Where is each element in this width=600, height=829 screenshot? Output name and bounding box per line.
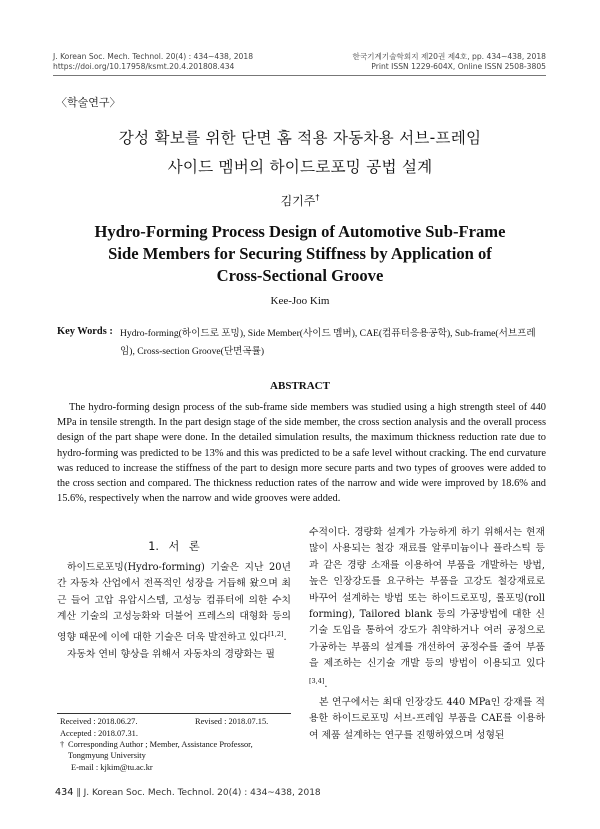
keywords-list: Hydro-forming(하이드로 포밍), Side Member(사이드 멤버), CAE(컴퓨터응용공학), Sub-frame(서브프레임), Cross-section Groove(단면곡률) bbox=[120, 328, 536, 357]
citation-ref-1-2[interactable]: [1,2] bbox=[268, 629, 284, 638]
english-title-line-1: Hydro-Forming Process Design of Automotive Sub-Frame bbox=[94, 222, 506, 241]
corresponding-author-mark: † bbox=[315, 193, 320, 202]
footnote-divider bbox=[57, 713, 291, 714]
corresponding-mark: † bbox=[60, 740, 65, 749]
intro-paragraph-2-continued bbox=[309, 525, 545, 693]
header-issn: Print ISSN 1229-604X, Online ISSN 2508-3805 bbox=[371, 62, 546, 71]
article-category: 〈학술연구〉 bbox=[56, 96, 121, 109]
corresponding-author-note bbox=[60, 739, 292, 762]
korean-title-line-1: 강성 확보를 위한 단면 홈 적용 자동차용 서브-프레임 bbox=[118, 129, 482, 147]
intro-paragraph-1-text: 하이드로포밍(Hydro-forming) 기술은 지난 20년간 자동차 산업에서 전폭적인 성장을 거듭해 왔으며 최근 들어 고압 유압시스템, 고성능 컴퓨터에 의한 수치 계산 기술의 고성능화와 더불어 프레스의 대형화 등의 영향 때문에 이에 대한 기술은 더욱 발전하고 있다 bbox=[57, 562, 291, 643]
journal-issn-header bbox=[353, 52, 546, 72]
accepted-date: Accepted : 2018.07.31. bbox=[60, 729, 138, 738]
korean-author-name: 김기주 bbox=[280, 194, 316, 208]
intro-paragraph-2: 자동차 연비 향상을 위해서 자동차의 경량화는 필 bbox=[67, 649, 275, 661]
keywords-label: Key Words : bbox=[57, 326, 113, 337]
footer-separator: ∥ bbox=[76, 788, 81, 798]
english-title-line-3: Cross-Sectional Groove bbox=[216, 266, 384, 285]
header-citation: J. Korean Soc. Mech. Technol. 20(4) : 434~438, 2018 bbox=[53, 52, 254, 61]
footer-citation: J. Korean Soc. Mech. Technol. 20(4) : 434~438, 2018 bbox=[83, 788, 321, 798]
abstract-body: The hydro-forming design process of the sub-frame side members was studied using a high strength steel of 440 MPa in tensile strength. In the part design stage of the side member, the cross section analysis and the overall process design of the part shape were done. In the detailed simulation results, the maximum thickness reduction rate due to hydro-forming was predicted to be 13% and this was predicted to be a safe level without cracking. The end curvature was reduced to increase the stiffness of the part to design more secure parts and two types of grooves were added to the cross section and compared. The thickness reduction rates of the narrow and wide were improved by 18.6% and 15.6%, respectively when the narrow and wide grooves were added. bbox=[57, 402, 546, 505]
korean-author bbox=[0, 192, 600, 209]
right-column bbox=[309, 525, 545, 744]
english-title-line-2: Side Members for Securing Stiffness by Application of bbox=[108, 244, 492, 263]
page-footer bbox=[55, 787, 321, 798]
abstract-heading: ABSTRACT bbox=[270, 380, 330, 392]
intro-paragraph-1-end: . bbox=[283, 631, 287, 643]
corresponding-author-text: Corresponding Author ; Member, Assistance Professor, Tongmyung University bbox=[68, 740, 253, 761]
intro-paragraph-1 bbox=[57, 560, 291, 646]
intro-paragraph-2-continued-text: 수적이다. 경량화 설계가 가능하게 하기 위해서는 현재 많이 사용되는 철강 재료를 알루미늄이나 플라스틱 등과 같은 경량 소재를 이용하여 부품을 개발하는 방법, 높은 인장강도를 요구하는 부품을 고강도 철강재료로 바꾸어 설계하는 방법 또는 하이드로포밍, 롤포밍(roll forming), Tailored blank 등의 가공방법에 대한 신기술 도입을 통하여 강도가 취약하거나 여러 공정으로 가공하는 부품의 설계를 개선하여 공정수를 줄여 부품을 제조하는 신기술 개발 등의 방법이 이용되고 있다 bbox=[309, 527, 545, 670]
korean-title-line-2: 사이드 멤버의 하이드로포밍 공법 설계 bbox=[167, 158, 433, 176]
section-1-title: 1. 서 론 bbox=[148, 540, 200, 553]
header-divider bbox=[53, 75, 546, 76]
left-column bbox=[57, 560, 291, 663]
intro-paragraph-2-continued-end: . bbox=[324, 678, 328, 690]
revised-date: Revised : 2018.07.15. bbox=[195, 717, 269, 726]
citation-ref-3-4[interactable]: [3,4] bbox=[309, 676, 325, 685]
author-email[interactable]: E-mail : kjkim@tu.ac.kr bbox=[71, 763, 153, 772]
header-korean-citation: 한국기계기술학회지 제20권 제4호, pp. 434~438, 2018 bbox=[352, 52, 546, 61]
english-author: Kee-Joo Kim bbox=[270, 295, 330, 307]
header-doi-link[interactable]: https://doi.org/10.17958/ksmt.20.4.201808.434 bbox=[53, 62, 235, 71]
journal-citation-header bbox=[53, 52, 253, 72]
intro-paragraph-3: 본 연구에서는 최대 인장강도 440 MPa인 강재를 적용한 하이드로포밍 서브-프레임 부품을 CAE를 이용하여 제품 설계하는 연구를 진행하였으며 성형된 bbox=[309, 697, 545, 741]
received-date: Received : 2018.06.27. bbox=[60, 717, 138, 726]
page-number: 434 bbox=[55, 787, 74, 798]
